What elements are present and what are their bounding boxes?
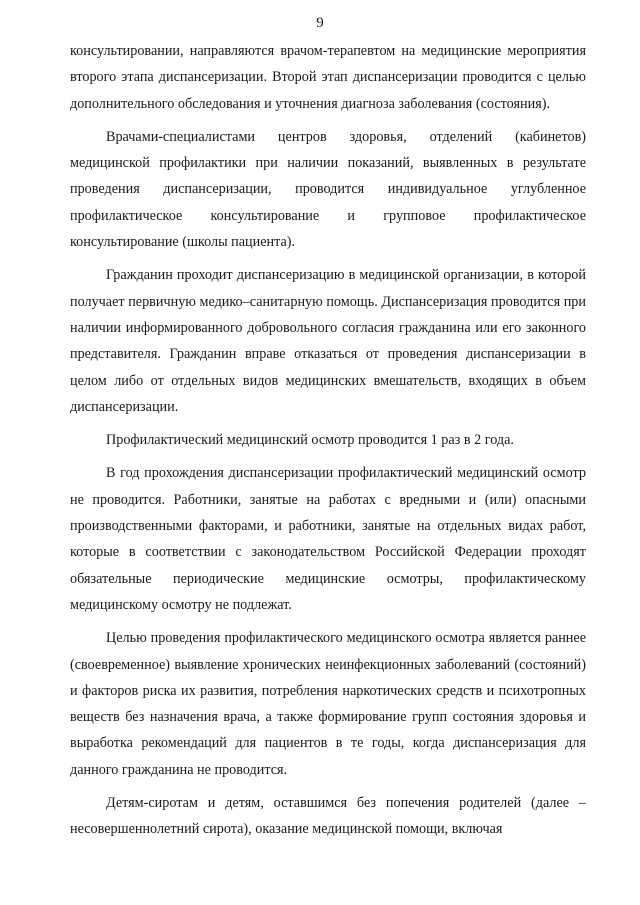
paragraph-6: Целью проведения профилактического медицинского осмотра является раннее (своевременное) выявление хронических неинфекционных заболеваний (состояний) и факторов риска их развития, потребления наркотических средств и психотропных веществ без назначения врача, а также формирование групп состояния здоровья и выработка рекомендаций для пациентов в те годы, когда диспансеризация для данного гражданина не проводится. xyxy=(70,630,586,778)
paragraph-3: Гражданин проходит диспансеризацию в медицинской организации, в которой получает первичную медико–санитарную помощь. Диспансеризация проводится при наличии информированного добровольного согласия гражданина или его законного представителя. Гражданин вправе отказаться от проведения диспансеризации в целом либо от отдельных видов медицинских вмешательств, входящих в объем диспансеризации. xyxy=(70,267,586,415)
paragraph-4: Профилактический медицинский осмотр проводится 1 раз в 2 года. xyxy=(106,432,514,449)
paragraph-2: Врачами-специалистами центров здоровья, отделений (кабинетов) медицинской профилактики при наличии показаний, выявленных в результате проведения диспансеризации, проводится индивидуальное углубленное профилактическое консультирование и групповое профилактическое консультирование (школы пациента). xyxy=(70,128,586,251)
paragraph-5: В год прохождения диспансеризации профилактический медицинский осмотр не проводится. Работники, занятые на работах с вредными и (или) опасными производственными факторами, и работники, занятые на отдельных видах работ, которые в соответствии с законодательством Российской Федерации проходят обязательные периодические медицинские осмотры, профилактическому медицинскому осмотру не подлежат. xyxy=(70,465,586,613)
paragraph-1: консультировании, направляются врачом-терапевтом на медицинские мероприятия второго этапа диспансеризации. Второй этап диспансеризации проводится с целью дополнительного обследования и уточнения диагноза заболевания (состояния). xyxy=(70,43,586,112)
document-body xyxy=(70,38,586,843)
page-number: 9 xyxy=(316,15,324,31)
paragraph-7: Детям-сиротам и детям, оставшимся без попечения родителей (далее – несовершеннолетний сирота), оказание медицинской помощи, включая xyxy=(70,795,586,838)
